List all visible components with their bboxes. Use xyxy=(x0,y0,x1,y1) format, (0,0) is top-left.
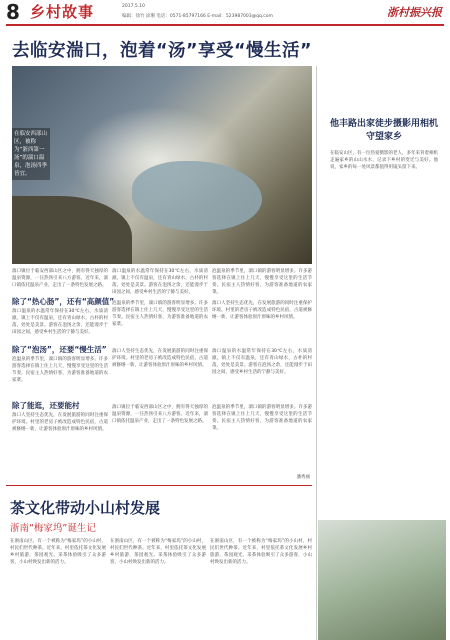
para-1c: 湍口人坚持生态优先，在发展旅游的同时注重保护环境。村里的老房子被改造成特色民宿，古道被修缮一新，让游客体验原汁原味的乡村风情。 xyxy=(212,301,312,320)
issue-date: 2017.5.10 xyxy=(122,4,145,9)
para-2c: 湍口温泉的水温常年保持在30℃左右，水质清澈。镇上不仅有温泉，还有青山绿水，古朴的村落，处处是美景。游客在泡汤之余，还能漫步于田园之间，感受乡村生活的宁静与美好。 xyxy=(212,349,312,375)
story-separator xyxy=(6,485,312,486)
author-credit: 潘秀丽 xyxy=(296,475,310,480)
story2-title: 茶文化带动小山村发展 xyxy=(10,499,161,517)
section-title: 乡村故事 xyxy=(30,3,95,21)
header-rule xyxy=(6,24,444,26)
editor-line: 编辑：徐竹 涂珊 电话：0571-85797166 E-mail：523987003@qq.com xyxy=(122,14,273,19)
column-divider xyxy=(316,66,317,640)
sidebar-body: 在临安山区，有一位热爱摄影的老人，多年来背着相机走遍家乡的山山水水，记录下乡村的变迁与美好。他说，家乡的每一处风景都值得用镜头留下来。 xyxy=(330,151,438,170)
subhead-3: 除了能逛，还要能村 xyxy=(12,401,80,410)
sidebar-title: 他丰路出家徒步摄影用相机守望家乡 xyxy=(330,119,439,142)
para-3b: 湍口镇位于临安西部山区之中，拥有得天独厚的温泉资源，一汪热汤引来八方游客。近年来，湍口镇依托温泉产业，走出了一条特色发展之路。 xyxy=(112,405,208,424)
para-3c: 泡温泉的季节里，湍口镇的游客明显增多。许多游客选择在镇上住上几天，慢慢享受这里的生活节奏。民宿主人热情好客，为游客准备地道的农家菜。 xyxy=(212,405,312,431)
page-header xyxy=(0,0,450,24)
para-3: 湍口人坚持生态优先，在发展旅游的同时注重保护环境。村里的老房子被改造成特色民宿，古道被修缮一新，让游客体验原汁原味的乡村风情。 xyxy=(12,413,108,432)
article-intro: 湍口镇位于临安西部山区之中，拥有得天独厚的温泉资源，一汪热汤引来八方游客。近年来，湍口镇依托温泉产业，走出了一条特色发展之路。 xyxy=(12,269,108,288)
story2-subtitle: 浙南“梅家坞”诞生记 xyxy=(10,523,96,534)
story2-col2: 在浙南山区，有一个被称为“梅家坞”的小山村，村民们世代种茶。近年来，村里依托茶文化发展乡村旅游，茶园观光、采茶体验吸引了众多游客，小山村焕发出新的活力。 xyxy=(110,539,206,565)
hot-spring-photo xyxy=(12,66,312,264)
article-intro-col3: 泡温泉的季节里，湍口镇的游客明显增多。许多游客选择在镇上住上几天，慢慢享受这里的生活节奏。民宿主人热情好客，为游客准备地道的农家菜。 xyxy=(212,269,312,295)
para-1: 湍口温泉的水温常年保持在30℃左右，水质清澈。镇上不仅有温泉，还有青山绿水，古朴的村落，处处是美景。游客在泡汤之余，还能漫步于田园之间，感受乡村生活的宁静与美好。 xyxy=(12,309,108,335)
photo-caption: 在临安西部山区，被称为“浙西第一汤”的湍口温泉，泡汤四季皆宜。 xyxy=(12,128,50,180)
subhead-1: 除了“热心肠”，还有“高颜值” xyxy=(12,297,115,306)
story2-col1: 在浙南山区，有一个被称为“梅家坞”的小山村，村民们世代种茶。近年来，村里依托茶文化发展乡村旅游，茶园观光、采茶体验吸引了众多游客，小山村焕发出新的活力。 xyxy=(10,539,106,565)
spring-pool xyxy=(132,161,262,231)
main-headline: 去临安湍口，泡着“汤”享受“慢生活” xyxy=(12,41,313,61)
subhead-2: 除了“泡汤”，还要“慢生活” xyxy=(12,345,107,354)
para-2: 泡温泉的季节里，湍口镇的游客明显增多。许多游客选择在镇上住上几天，慢慢享受这里的生活节奏。民宿主人热情好客，为游客准备地道的农家菜。 xyxy=(12,357,108,383)
story2-col3: 在浙南山区，有一个被称为“梅家坞”的小山村，村民们世代种茶。近年来，村里依托茶文化发展乡村旅游，茶园观光、采茶体验吸引了众多游客，小山村焕发出新的活力。 xyxy=(210,539,312,565)
page-number: 8 xyxy=(6,0,20,24)
para-2b: 湍口人坚持生态优先，在发展旅游的同时注重保护环境。村里的老房子被改造成特色民宿，古道被修缮一新，让游客体验原汁原味的乡村风情。 xyxy=(112,349,208,368)
article-intro-col2: 湍口温泉的水温常年保持在30℃左右，水质清澈。镇上不仅有温泉，还有青山绿水，古朴的村落，处处是美景。游客在泡汤之余，还能漫步于田园之间，感受乡村生活的宁静与美好。 xyxy=(112,269,208,295)
masthead-logo: 浙村振兴报 xyxy=(387,6,442,19)
para-1b: 泡温泉的季节里，湍口镇的游客明显增多。许多游客选择在镇上住上几天，慢慢享受这里的生活节奏。民宿主人热情好客，为游客准备地道的农家菜。 xyxy=(112,301,208,327)
tea-garden-photo xyxy=(318,520,446,640)
